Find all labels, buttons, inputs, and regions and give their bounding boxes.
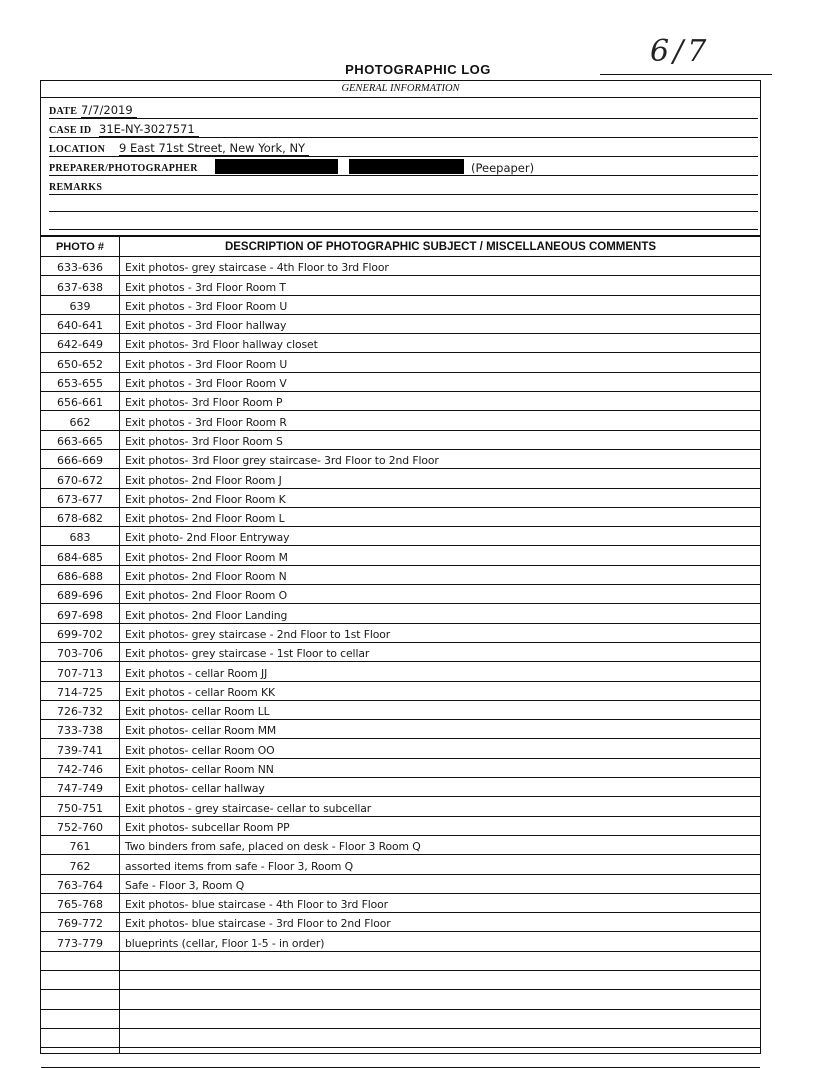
photo-number: 673-677 [57, 492, 103, 506]
table-row [41, 855, 760, 874]
photo-number: 663-665 [57, 434, 103, 448]
table-row [41, 276, 760, 295]
table-row [41, 952, 760, 971]
table-row [41, 257, 760, 276]
photo-description: Exit photos - grey staircase- cellar to subcellar [125, 801, 372, 815]
photo-number: 714-725 [57, 685, 103, 699]
location-label: LOCATION [49, 144, 106, 155]
photo-description: Exit photos- grey staircase - 2nd Floor to 1st Floor [125, 627, 391, 641]
photo-number: 707-713 [57, 666, 103, 680]
table-row [41, 778, 760, 797]
photo-description: Exit photos- 2nd Floor Room K [125, 492, 286, 506]
photo-number: 769-772 [57, 917, 103, 931]
photo-number: 656-661 [57, 396, 103, 410]
page-number-text: 6/7 [650, 34, 711, 69]
photo-description: Exit photos- cellar hallway [125, 782, 265, 796]
table-row [41, 643, 760, 662]
table-row [41, 1010, 760, 1029]
photo-number: 683 [69, 531, 91, 545]
table-row [41, 817, 760, 836]
photo-number: 703-706 [57, 647, 103, 661]
table-row [41, 334, 760, 353]
photo-description: Exit photos - cellar Room JJ [125, 666, 268, 680]
photo-number: 752-760 [57, 820, 103, 834]
preparer-label: PREPARER/PHOTOGRAPHER [49, 163, 198, 174]
form-frame [40, 80, 761, 1054]
redaction-block-2 [349, 159, 464, 174]
photo-number: 642-649 [57, 338, 103, 352]
photo-description: Exit photos- subcellar Room PP [125, 820, 290, 834]
photo-description: Exit photos- 2nd Floor Room J [125, 473, 282, 487]
photo-number: 686-688 [57, 570, 103, 584]
photo-number-header: PHOTO # [41, 237, 120, 256]
table-row [41, 913, 760, 932]
photo-description: Exit photos- blue staircase - 4th Floor to 3rd Floor [125, 898, 389, 912]
table-row [41, 662, 760, 681]
table-row [41, 296, 760, 315]
table-row [41, 759, 760, 778]
photo-number: 650-652 [57, 357, 103, 371]
table-row [41, 624, 760, 643]
photo-description: Exit photos- 2nd Floor Room N [125, 570, 287, 584]
photo-description: Exit photos- 2nd Floor Room O [125, 589, 288, 603]
table-row [41, 1048, 760, 1067]
description-header: DESCRIPTION OF PHOTOGRAPHIC SUBJECT / MISCELLANEOUS COMMENTS [224, 241, 657, 253]
photo-description: Exit photos- cellar Room LL [125, 705, 270, 719]
table-row [41, 990, 760, 1009]
table-row [41, 933, 760, 952]
photo-description: Exit photos- 2nd Floor Landing [125, 608, 288, 622]
table-row [41, 1029, 760, 1048]
photo-number: 747-749 [57, 782, 103, 796]
photo-description: Exit photos- 2nd Floor Room M [125, 550, 288, 564]
photo-number: 761 [69, 840, 91, 854]
date-row [49, 99, 758, 119]
remarks-line-2 [49, 211, 758, 230]
photo-number: 726-732 [57, 705, 103, 719]
date-value: 7/7/2019 [81, 103, 137, 118]
location-row [49, 137, 758, 157]
photo-description: Exit photos - 3rd Floor Room R [125, 415, 287, 429]
general-info-heading: GENERAL INFORMATION [41, 81, 760, 98]
case-id-row [49, 118, 758, 138]
remarks-row [49, 175, 758, 195]
photo-description: Exit photos - 3rd Floor Room V [125, 377, 287, 391]
photo-description: Exit photos- 3rd Floor hallway closet [125, 338, 318, 352]
photo-number: 762 [69, 859, 91, 873]
photo-description: Exit photos- cellar Room NN [125, 763, 274, 777]
preparer-row [49, 156, 758, 176]
photo-number: 670-672 [57, 473, 103, 487]
photo-number: 678-682 [57, 512, 103, 526]
photo-description: Exit photos - 3rd Floor Room U [125, 357, 288, 371]
photo-number: 739-741 [57, 743, 103, 757]
table-row [41, 740, 760, 759]
photo-description: Exit photos- cellar Room OO [125, 743, 275, 757]
table-row [41, 566, 760, 585]
table-row [41, 701, 760, 720]
photo-description: Safe - Floor 3, Room Q [125, 878, 245, 892]
photo-description: Exit photos- 3rd Floor grey staircase- 3rd Floor to 2nd Floor [125, 454, 439, 468]
case-id-label: CASE ID [49, 125, 92, 136]
table-row [41, 604, 760, 623]
photo-description: Exit photos - cellar Room KK [125, 685, 276, 699]
photo-number: 750-751 [57, 801, 103, 815]
photo-number: 689-696 [57, 589, 103, 603]
preparer-value: (Peepaper) [471, 161, 535, 175]
table-row [41, 875, 760, 894]
remarks-label: REMARKS [49, 182, 103, 193]
photo-description: Exit photos- 3rd Floor Room P [125, 396, 283, 410]
table-row [41, 508, 760, 527]
photo-description: assorted items from safe - Floor 3, Room Q [125, 859, 354, 873]
photo-description: Exit photos- grey staircase - 4th Floor to 3rd Floor [125, 261, 389, 275]
table-row [41, 373, 760, 392]
table-row [41, 547, 760, 566]
photo-number: 640-641 [57, 319, 103, 333]
table-row [41, 354, 760, 373]
photo-number: 637-638 [57, 280, 103, 294]
photo-number: 684-685 [57, 550, 103, 564]
photo-description: Exit photos- cellar Room MM [125, 724, 277, 738]
photo-number: 653-655 [57, 377, 103, 391]
photo-description: Exit photos - 3rd Floor Room T [125, 280, 286, 294]
photo-number: 666-669 [57, 454, 103, 468]
photo-description: Exit photos - 3rd Floor hallway [125, 319, 287, 333]
table-row [41, 469, 760, 488]
photo-number: 742-746 [57, 763, 103, 777]
photo-description: Exit photos - 3rd Floor Room U [125, 299, 288, 313]
photo-description: Exit photo- 2nd Floor Entryway [125, 531, 290, 545]
photo-number: 633-636 [57, 261, 103, 275]
table-row [41, 720, 760, 739]
table-row [41, 971, 760, 990]
case-id-value: 31E-NY-3027571 [99, 122, 199, 137]
photo-number: 763-764 [57, 878, 103, 892]
photo-description: Exit photos- 3rd Floor Room S [125, 434, 283, 448]
table-header [41, 235, 760, 257]
table-row [41, 489, 760, 508]
table-row [41, 894, 760, 913]
table-row [41, 797, 760, 816]
table-row [41, 411, 760, 430]
remarks-line [49, 194, 758, 212]
table-row [41, 431, 760, 450]
photo-description: blueprints (cellar, Floor 1-5 - in order) [125, 936, 325, 950]
photo-description: Two binders from safe, placed on desk - Floor 3 Room Q [125, 840, 421, 854]
table-row [41, 527, 760, 546]
photo-number: 765-768 [57, 898, 103, 912]
form-title: PHOTOGRAPHIC LOG [345, 62, 491, 77]
photo-description: Exit photos- grey staircase - 1st Floor to cellar [125, 647, 370, 661]
page-number [600, 34, 772, 75]
photo-number: 639 [69, 299, 91, 313]
photo-description: Exit photos- blue staircase - 3rd Floor to 2nd Floor [125, 917, 391, 931]
photo-number: 697-698 [57, 608, 103, 622]
photo-number: 699-702 [57, 627, 103, 641]
redaction-block-1 [215, 159, 338, 174]
table-row [41, 392, 760, 411]
photo-number: 662 [69, 415, 91, 429]
table-row [41, 836, 760, 855]
photo-description: Exit photos- 2nd Floor Room L [125, 512, 285, 526]
photo-number: 773-779 [57, 936, 103, 950]
table-row [41, 450, 760, 469]
location-value: 9 East 71st Street, New York, NY [119, 141, 309, 156]
photo-number: 733-738 [57, 724, 103, 738]
table-row [41, 682, 760, 701]
date-label: DATE [49, 106, 78, 117]
table-row [41, 585, 760, 604]
table-row [41, 315, 760, 334]
